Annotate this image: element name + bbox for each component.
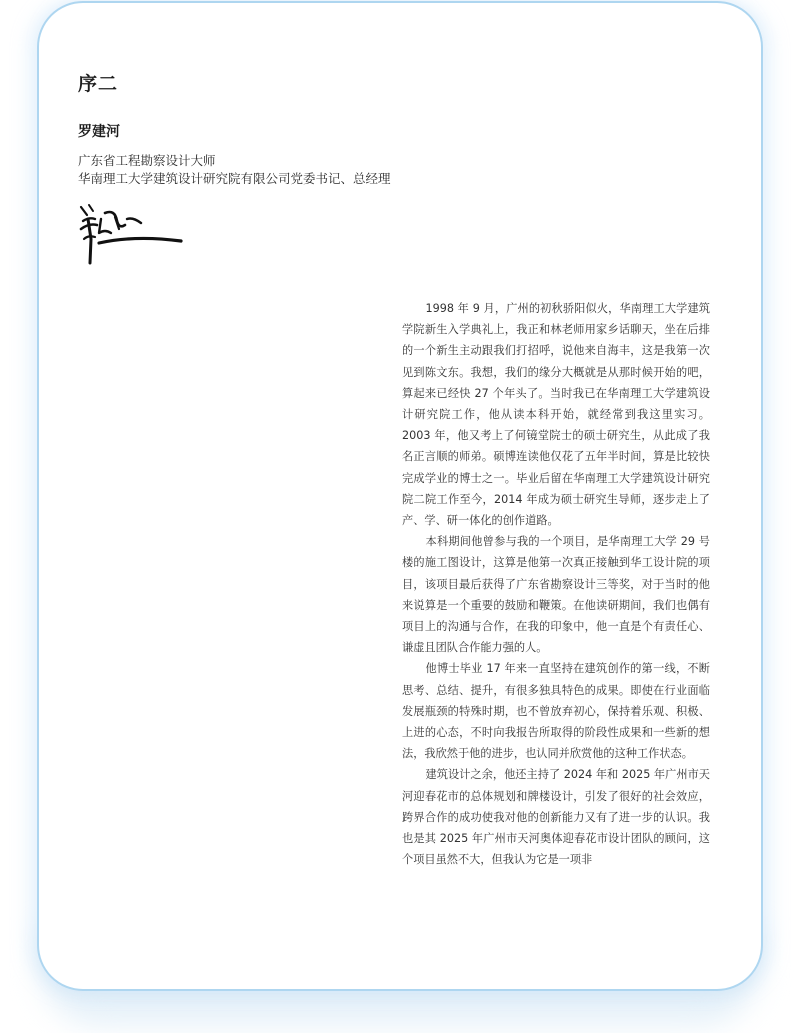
signature-icon <box>75 199 185 269</box>
page-title: 序二 <box>78 73 119 95</box>
paragraph: 1998 年 9 月，广州的初秋骄阳似火，华南理工大学建筑学院新生入学典礼上，我正和林老师用家乡话聊天，坐在后排的一个新生主动跟我们打招呼，说他来自海丰，这是我第一次见到陈文东。我想，我们的缘分大概就是从那时候开始的吧，算起来已经快 27 个年头了。当时我已在华南理工大学建筑设计研究院工作，他从读本科开始，就经常到我这里实习。2003 年，他又考上了何镜堂院士的硕士研究生，从此成了我名正言顺的师弟。硕博连读他仅花了五年半时间，算是比较快完成学业的博士之一。毕业后留在华南理工大学建筑设计研究院二院工作至今，2014 年成为硕士研究生导师，逐步走上了产、学、研一体化的创作道路。 <box>402 302 710 528</box>
author-role-1: 广东省工程勘察设计大师 <box>78 153 216 168</box>
author-role-2: 华南理工大学建筑设计研究院有限公司党委书记、总经理 <box>78 171 391 186</box>
author-name: 罗建河 <box>78 124 120 140</box>
paragraph: 他博士毕业 17 年来一直坚持在建筑创作的第一线，不断思考、总结、提升，有很多独具特色的成果。即使在行业面临发展瓶颈的特殊时期，也不曾放弃初心，保持着乐观、积极、上进的心态，不时向我报告所取得的阶段性成果和一些新的想法，我欣然于他的进步，也认同并欣赏他的这种工作状态。 <box>402 662 710 761</box>
paragraph: 建筑设计之余，他还主持了 2024 年和 2025 年广州市天河迎春花市的总体规划和牌楼设计，引发了很好的社会效应，跨界合作的成功使我对他的创新能力又有了进一步的认识。我也是其 2025 年广州市天河奥体迎春花市设计团队的顾问，这个项目虽然不大，但我认为它是一项非 <box>402 768 710 867</box>
paragraph: 本科期间他曾参与我的一个项目，是华南理工大学 29 号楼的施工图设计，这算是他第一次真正接触到华工设计院的项目，该项目最后获得了广东省勘察设计三等奖，对于当时的他来说算是一个重要的鼓励和鞭策。在他读研期间，我们也偶有项目上的沟通与合作，在我的印象中，他一直是个有责任心、谦虚且团队合作能力强的人。 <box>402 535 710 655</box>
preface-body <box>402 298 710 870</box>
document-page-card <box>37 1 763 991</box>
